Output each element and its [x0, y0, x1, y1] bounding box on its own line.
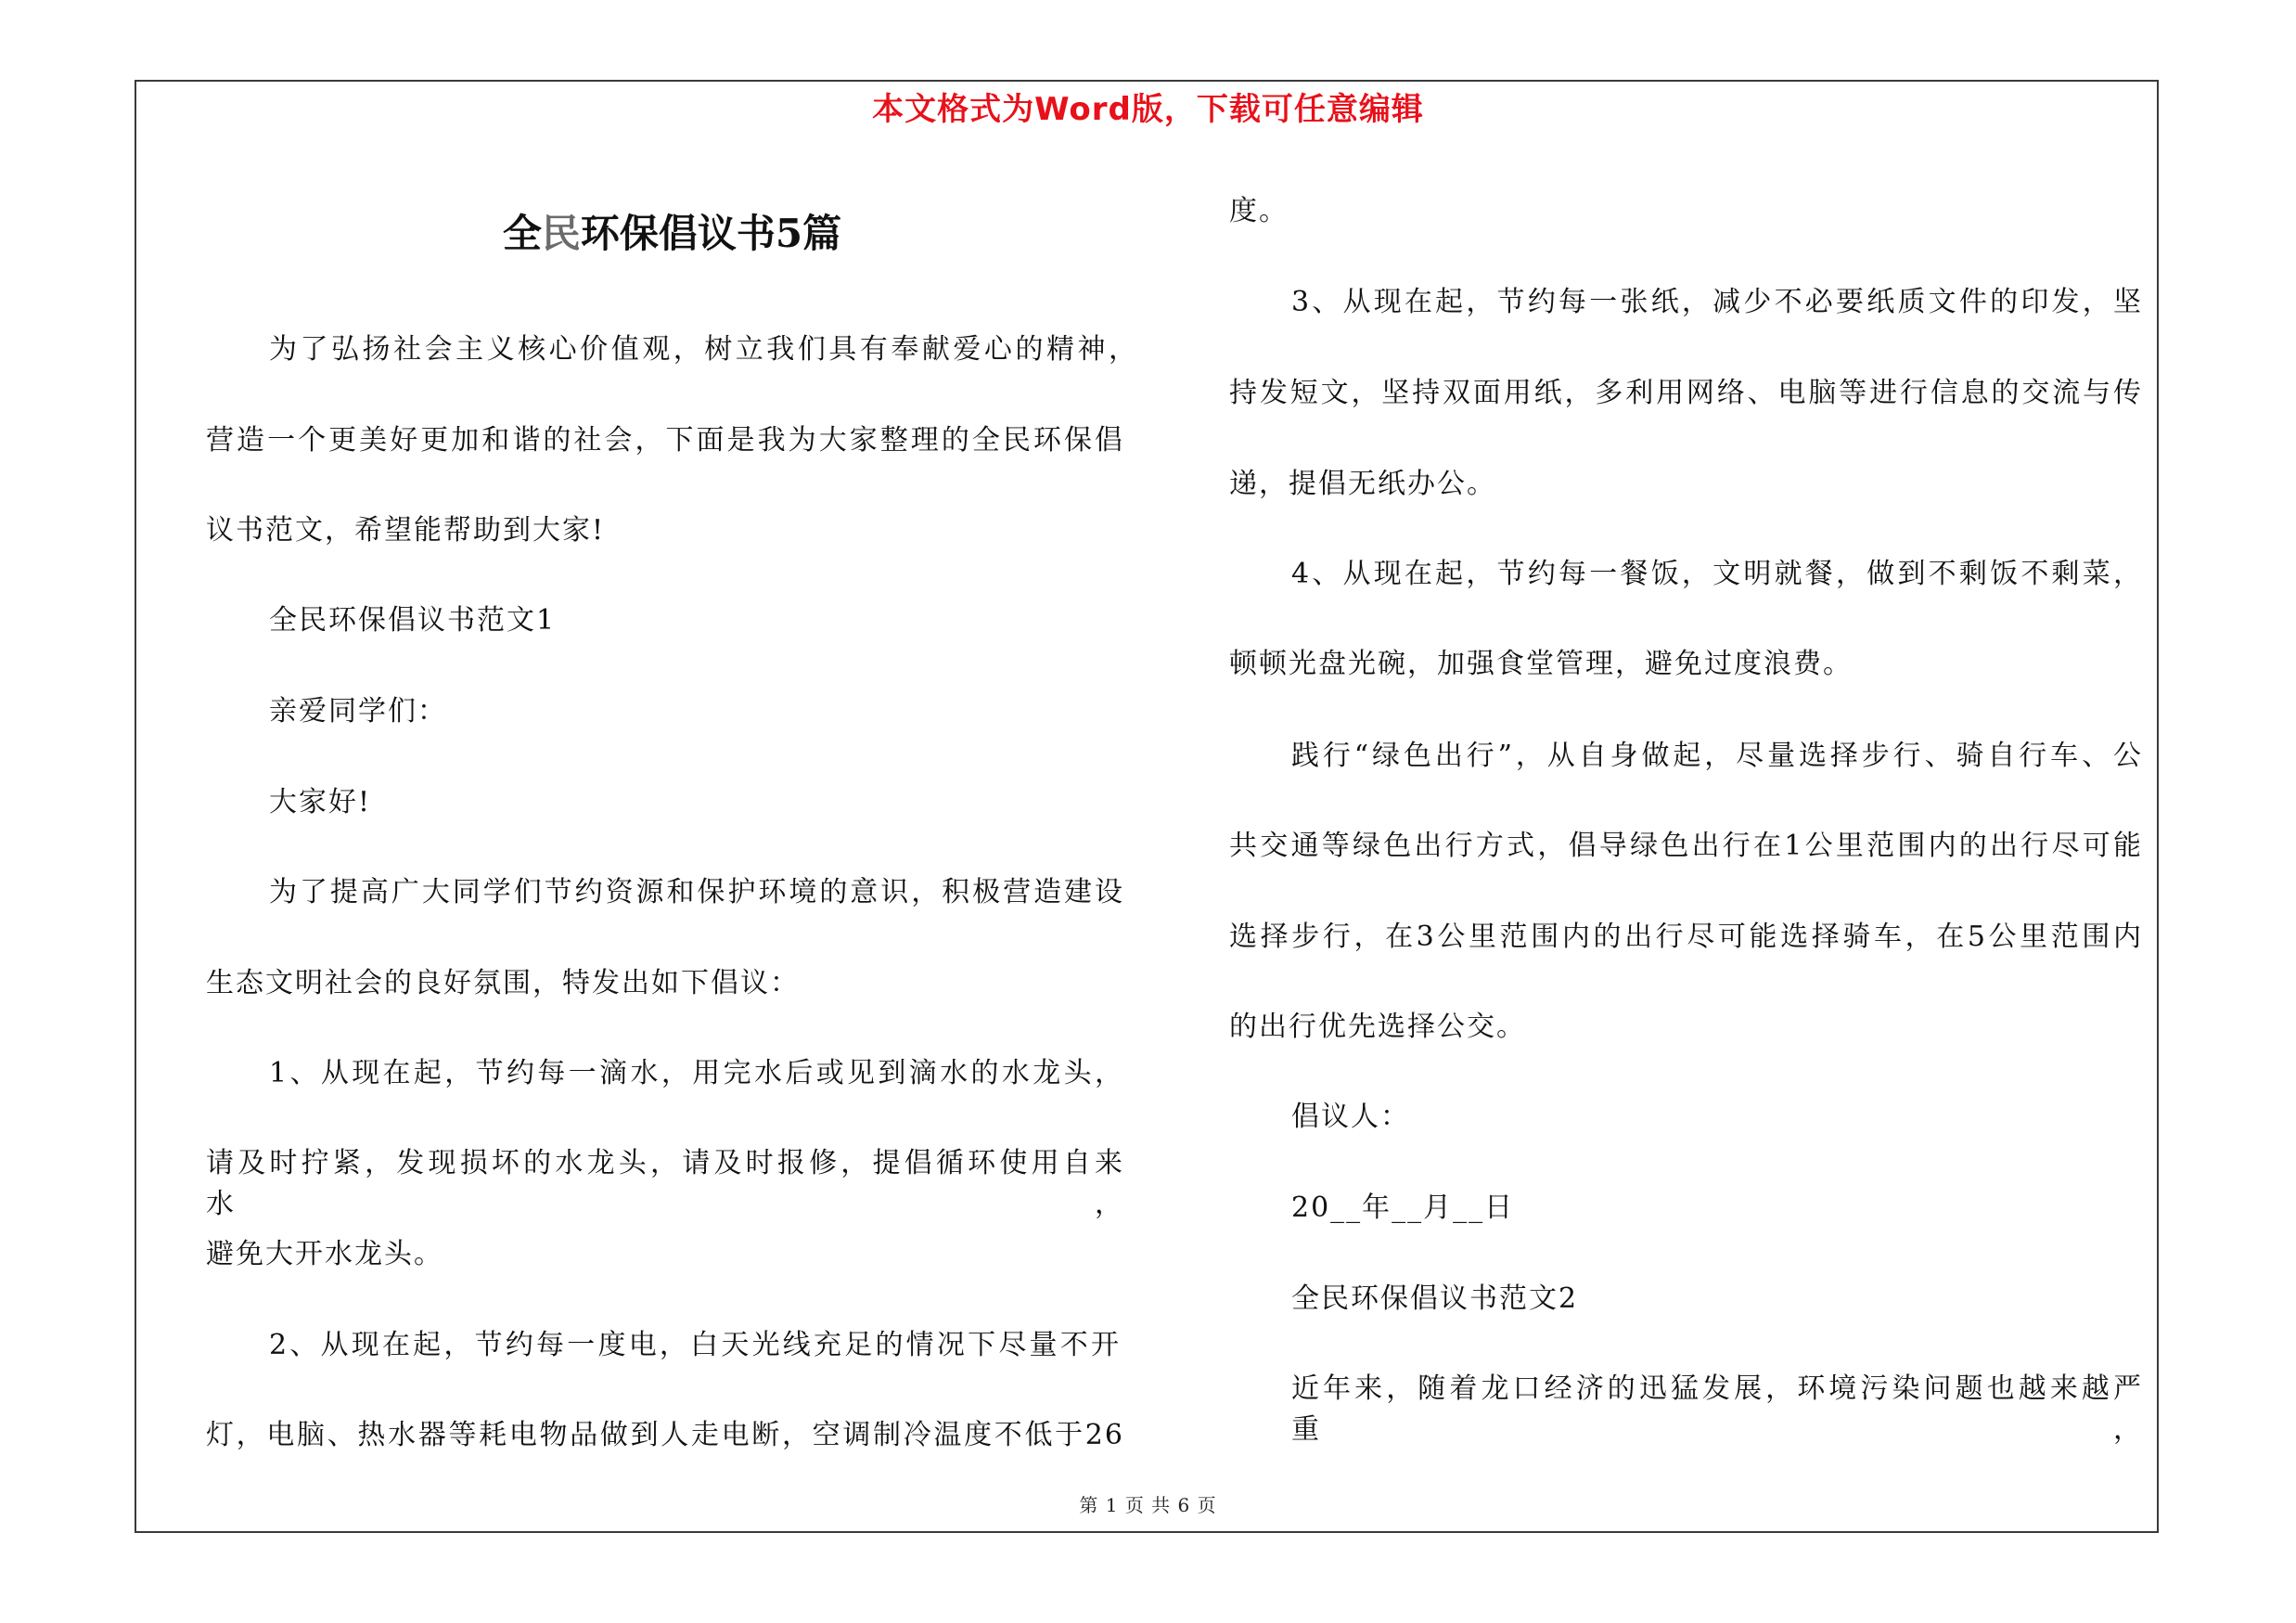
paragraph-line: 议书范文，希望能帮助到大家!: [206, 514, 606, 547]
paragraph-line: 持发短文，坚持双面用纸，多利用网络、电脑等进行信息的交流与传: [1229, 377, 2143, 409]
paragraph-line: 选择步行，在3公里范围内的出行尽可能选择骑车，在5公里范围内: [1229, 921, 2143, 953]
paragraph-line: 1、从现在起，节约每一滴水，用完水后或见到滴水的水龙头，: [269, 1057, 1124, 1089]
salutation: 亲爱同学们：: [269, 695, 447, 728]
paragraph-line: 近年来，随着龙口经济的迅猛发展，环境污染问题也越来越严重，: [1291, 1372, 2143, 1446]
paragraph-line: 递，提倡无纸办公。: [1229, 468, 1496, 500]
paragraph-line: 为了提高广大同学们节约资源和保护环境的意识，积极营造建设: [269, 876, 1124, 908]
paragraph-line: 践行“绿色出行”，从自身做起，尽量选择步行、骑自行车、公: [1291, 740, 2143, 772]
title-prefix: 全: [502, 211, 542, 256]
signatory-label: 倡议人：: [1291, 1101, 1410, 1133]
paragraph-line: 的出行优先选择公交。: [1229, 1011, 1526, 1043]
document-title: [206, 206, 1138, 262]
paragraph-line: 生态文明社会的良好氛围，特发出如下倡议：: [206, 967, 800, 999]
paragraph-line: 灯，电脑、热水器等耗电物品做到人走电断，空调制冷温度不低于26: [206, 1419, 1124, 1451]
paragraph-line: 为了弘扬社会主义核心价值观，树立我们具有奉献爱心的精神，: [269, 333, 1138, 366]
paragraph-line: 营造一个更美好更加和谐的社会，下面是我为大家整理的全民环保倡: [206, 424, 1124, 457]
section-heading: 全民环保倡议书范文2: [1291, 1282, 1579, 1315]
date-line: 20__年__月__日: [1291, 1191, 1515, 1224]
paragraph-line: 4、从现在起，节约每一餐饭，文明就餐，做到不剩饭不剩菜，: [1291, 558, 2143, 590]
paragraph-line: 2、从现在起，节约每一度电，白天光线充足的情况下尽量不开: [269, 1329, 1121, 1361]
section-heading: 全民环保倡议书范文1: [269, 604, 557, 637]
title-suffix: 环保倡议书5篇: [580, 211, 842, 256]
word-format-notice: 本文格式为Word版，下载可任意编辑: [872, 91, 1424, 128]
paragraph-line: 请及时拧紧，发现损坏的水龙头，请及时报修，提倡循环使用自来水，: [206, 1147, 1124, 1220]
paragraph-line: 3、从现在起，节约每一张纸，减少不必要纸质文件的印发，坚: [1291, 286, 2143, 318]
greeting: 大家好!: [269, 786, 372, 818]
title-highlight: 民: [541, 211, 581, 256]
paragraph-line: 共交通等绿色出行方式，倡导绿色出行在1公里范围内的出行尽可能: [1229, 830, 2143, 862]
page-number: 第 1 页 共 6 页: [1079, 1494, 1217, 1516]
paragraph-line: 度。: [1229, 195, 1289, 227]
paragraph-line: 顿顿光盘光碗，加强食堂管理，避免过度浪费。: [1229, 648, 1853, 680]
paragraph-line: 避免大开水龙头。: [206, 1238, 443, 1270]
